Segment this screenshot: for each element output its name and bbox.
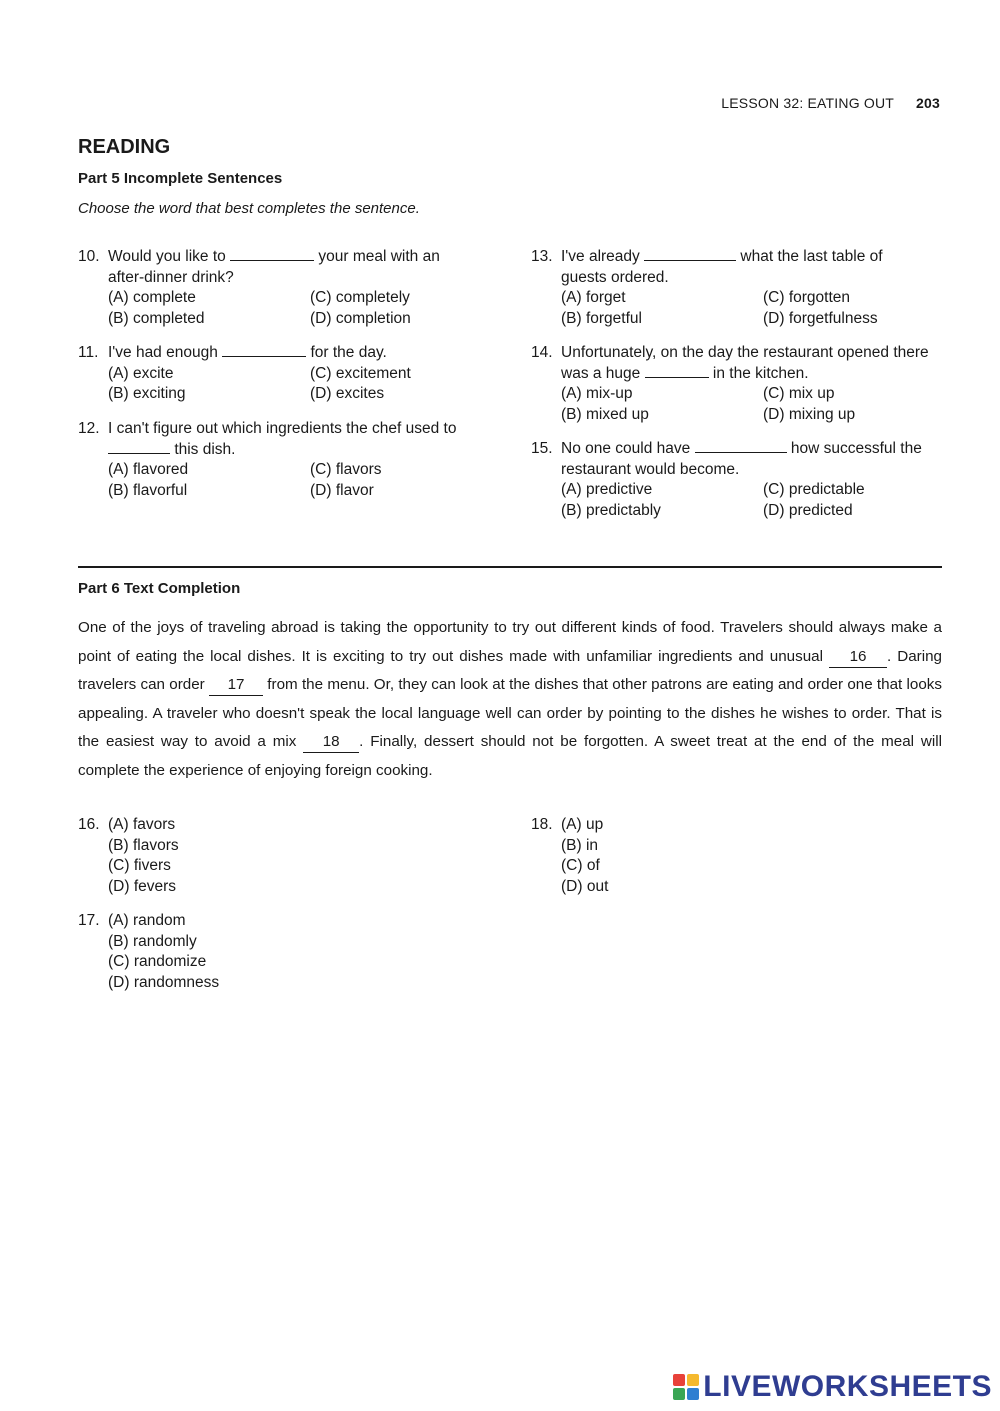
answer-blank[interactable] <box>644 247 736 261</box>
question-16 <box>78 815 179 897</box>
part5-instruction: Choose the word that best completes the sentence. <box>78 200 420 217</box>
option-c[interactable]: (C) mix up <box>763 385 835 402</box>
stem-text: how successful the restaurant would become. <box>561 440 922 478</box>
logo-square <box>673 1374 685 1386</box>
logo-grid-icon <box>673 1374 699 1400</box>
option-b[interactable]: (B) flavorful <box>108 481 188 499</box>
question-number: 18. <box>531 816 553 833</box>
option-a[interactable]: (A) predictive <box>561 481 653 498</box>
answer-blank[interactable] <box>230 247 314 261</box>
option-c[interactable]: (C) forgotten <box>763 289 851 306</box>
option-d[interactable]: (D) mixing up <box>763 405 856 423</box>
stem-text: I can't figure out which ingredients the chef used to <box>108 420 457 437</box>
question-12 <box>78 419 498 501</box>
option-c[interactable]: (C) flavors <box>310 461 382 478</box>
blank-18[interactable]: 18 <box>303 732 359 753</box>
question-number: 15. <box>531 440 553 457</box>
option-d[interactable]: (D) fevers <box>108 877 177 895</box>
section-divider <box>78 566 942 568</box>
option-b[interactable]: (B) randomly <box>108 932 197 950</box>
page-number: 203 <box>916 95 940 111</box>
stem-text: I've had enough <box>108 344 218 361</box>
stem-text: Unfortunately, on the day the restaurant opened there was a huge <box>561 344 929 382</box>
passage <box>78 614 942 786</box>
option-d[interactable]: (D) flavor <box>310 481 374 499</box>
option-b[interactable]: (B) flavors <box>108 836 179 854</box>
stem-text: Would you like to <box>108 248 226 265</box>
running-head <box>721 95 940 111</box>
logo-square <box>687 1374 699 1386</box>
part5-title: Part 5 Incomplete Sentences <box>78 170 283 187</box>
option-d[interactable]: (D) predicted <box>763 501 853 519</box>
answer-blank[interactable] <box>108 440 170 454</box>
blank-16[interactable]: 16 <box>829 647 887 668</box>
question-17 <box>78 911 219 993</box>
option-a[interactable]: (A) flavored <box>108 461 189 478</box>
stem-text: for the day. <box>310 344 387 361</box>
option-b[interactable]: (B) exciting <box>108 385 186 402</box>
question-number: 12. <box>78 420 100 437</box>
logo-text: LIVEWORKSHEETS <box>703 1370 992 1403</box>
question-11 <box>78 343 488 405</box>
option-a[interactable]: (A) favors <box>108 816 176 833</box>
option-d[interactable]: (D) completion <box>310 309 411 327</box>
logo-square <box>687 1388 699 1400</box>
blank-17[interactable]: 17 <box>209 675 263 696</box>
option-d[interactable]: (D) excites <box>310 385 385 402</box>
logo-square <box>673 1388 685 1400</box>
stem-text: this dish. <box>174 440 236 458</box>
option-a[interactable]: (A) random <box>108 912 186 929</box>
option-a[interactable]: (A) excite <box>108 364 174 382</box>
stem-text: your meal with an after-dinner drink? <box>108 248 440 286</box>
question-14 <box>531 343 931 425</box>
passage-text: . Daring travelers can order <box>78 647 942 694</box>
option-c[interactable]: (C) predictable <box>763 481 865 498</box>
liveworksheets-logo <box>673 1369 992 1405</box>
question-13 <box>531 247 921 329</box>
option-a[interactable]: (A) forget <box>561 289 626 306</box>
option-b[interactable]: (B) predictably <box>561 501 661 519</box>
question-number: 14. <box>531 344 553 361</box>
question-18 <box>531 815 608 897</box>
option-b[interactable]: (B) mixed up <box>561 405 649 423</box>
option-c[interactable]: (C) randomize <box>108 953 207 970</box>
lesson-title: LESSON 32: EATING OUT <box>721 95 895 111</box>
stem-text: what the last table of guests ordered. <box>561 248 883 286</box>
option-b[interactable]: (B) completed <box>108 309 205 327</box>
passage-text: One of the joys of traveling abroad is taking the opportunity to try out different kinds of food. Travelers should always make a point of eating the local dishes. It is exciting to try out dishes made with unfamiliar ingredients and unusual <box>78 619 942 665</box>
section-title: READING <box>78 136 171 158</box>
question-number: 13. <box>531 248 553 265</box>
option-c[interactable]: (C) excitement <box>310 364 411 382</box>
option-d[interactable]: (D) forgetfulness <box>763 309 878 327</box>
question-10 <box>78 247 478 329</box>
answer-blank[interactable] <box>222 343 306 357</box>
question-number: 11. <box>78 344 99 361</box>
option-a[interactable]: (A) complete <box>108 289 196 306</box>
option-d[interactable]: (D) randomness <box>108 973 220 991</box>
option-c[interactable]: (C) of <box>561 857 600 874</box>
option-c[interactable]: (C) completely <box>310 289 410 306</box>
question-number: 16. <box>78 816 100 833</box>
option-d[interactable]: (D) out <box>561 877 609 895</box>
stem-text: in the kitchen. <box>712 364 809 382</box>
question-number: 10. <box>78 248 100 265</box>
answer-blank[interactable] <box>695 439 787 453</box>
option-c[interactable]: (C) fivers <box>108 857 171 874</box>
question-15 <box>531 439 931 521</box>
part6-title: Part 6 Text Completion <box>78 580 241 597</box>
passage-text: from the menu. Or, they can look at the dishes that other patrons are eating and order one that looks appealing. A traveler who doesn't speak the local language well can order by pointing to the dishes he wishes to order. That is the easiest way to avoid a mix <box>78 676 942 751</box>
stem-text: No one could have <box>561 440 691 457</box>
option-a[interactable]: (A) mix-up <box>561 385 633 402</box>
answer-blank[interactable] <box>645 364 709 378</box>
option-b[interactable]: (B) in <box>561 836 599 854</box>
option-b[interactable]: (B) forgetful <box>561 309 642 327</box>
option-a[interactable]: (A) up <box>561 816 604 833</box>
passage-text: . Finally, dessert should not be forgotten. A sweet treat at the end of the meal will complete the experience of enjoying foreign cooking. <box>78 733 942 779</box>
question-number: 17. <box>78 912 100 929</box>
stem-text: I've already <box>561 248 640 265</box>
